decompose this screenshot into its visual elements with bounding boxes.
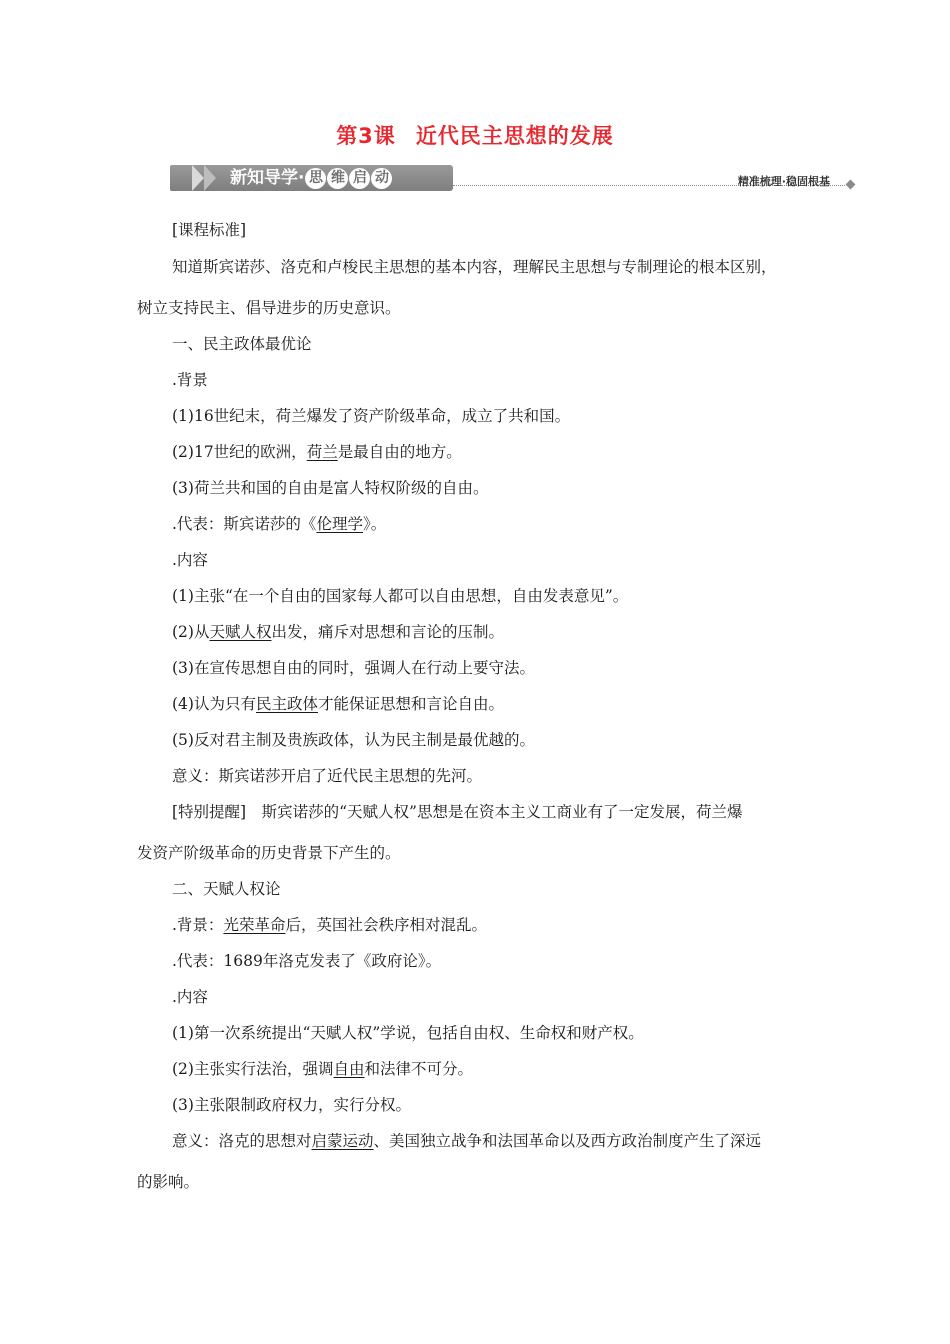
section1-content-4: (4)认为只有民主政体才能保证思想和言论自由。 [172, 695, 504, 713]
section2-representative: .代表：1689年洛克发表了《政府论》。 [172, 952, 442, 970]
section2-meaning-line-2: 的影响。 [137, 1173, 200, 1191]
standard-label: [课程标准] [172, 221, 247, 239]
section2-content-label: .内容 [172, 988, 208, 1006]
chevron-right-icon [204, 165, 216, 191]
lesson-name: 近代民主思想的发展 [415, 124, 614, 148]
standard-line-1: 知道斯宾诺莎、洛克和卢梭民主思想的基本内容，理解民主思想与专制理论的根本区别， [172, 258, 777, 276]
page-title [0, 120, 950, 150]
section1-tip-line-1: [特别提醒] 斯宾诺莎的“天赋人权”思想是在资本主义工商业有了一定发展，荷兰爆 [172, 803, 743, 821]
section1-bg-3: (3)荷兰共和国的自由是富人特权阶级的自由。 [172, 479, 489, 497]
section1-meaning: 意义：斯宾诺莎开启了近代民主思想的先河。 [172, 767, 483, 785]
banner-title: 新知导学· 思 维 启 动 [230, 165, 392, 191]
section2-meaning: 意义：洛克的思想对启蒙运动、美国独立战争和法国革命以及西方政治制度产生了深远 [172, 1132, 762, 1150]
section1-content-2: (2)从天赋人权出发，痛斥对思想和言论的压制。 [172, 623, 504, 641]
section2-content-2: (2)主张实行法治，强调自由和法律不可分。 [172, 1060, 473, 1078]
section1-content-5: (5)反对君主制及贵族政体，认为民主制是最优越的。 [172, 731, 535, 749]
section1-representative: .代表：斯宾诺莎的《伦理学》。 [172, 515, 387, 533]
section2-content-3: (3)主张限制政府权力，实行分权。 [172, 1096, 411, 1114]
circle-char: 维 [327, 168, 348, 189]
section1-heading: 一、民主政体最优论 [172, 335, 312, 353]
banner-bar [170, 165, 453, 191]
section1-bg-2: (2)17世纪的欧洲，荷兰是最自由的地方。 [172, 443, 462, 461]
section1-bg-1: (1)16世纪末，荷兰爆发了资产阶级革命，成立了共和国。 [172, 407, 571, 425]
diamond-icon [846, 180, 856, 190]
section1-bg-label: .背景 [172, 371, 208, 389]
section1-content-3: (3)在宣传思想自由的同时，强调人在行动上要守法。 [172, 659, 535, 677]
section1-content-1: (1)主张“在一个自由的国家每人都可以自由思想，自由发表意见”。 [172, 587, 629, 605]
section-banner [170, 165, 830, 191]
circle-char: 思 [305, 168, 326, 189]
circle-char: 动 [371, 168, 392, 189]
chevron-right-icon [192, 165, 204, 191]
section2-background: .背景：光荣革命后，英国社会秩序相对混乱。 [172, 916, 487, 934]
section2-heading: 二、天赋人权论 [172, 880, 281, 898]
lesson-number: 第3课 [336, 124, 396, 148]
section2-content-1: (1)第一次系统提出“天赋人权”学说，包括自由权、生命权和财产权。 [172, 1024, 644, 1042]
circle-char: 启 [349, 168, 370, 189]
standard-line-2: 树立支持民主、倡导进步的历史意识。 [137, 299, 401, 317]
banner-subtitle: 精准梳理·稳固根基 [737, 175, 830, 188]
section1-tip-line-2: 发资产阶级革命的历史背景下产生的。 [137, 844, 401, 862]
section1-content-label: .内容 [172, 551, 208, 569]
